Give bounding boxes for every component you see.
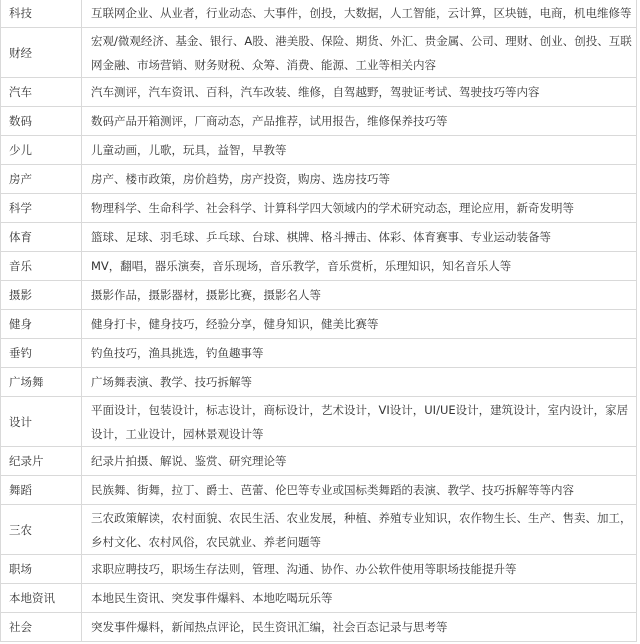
category-name: 摄影: [1, 281, 82, 310]
category-name: 设计: [1, 397, 82, 447]
category-description: 宏观/微观经济、基金、银行、A股、港美股、保险、期货、外汇、贵金属、公司、理财、创业、创投、互联网金融、市场营销、财务财税、众筹、消费、能源、工业等相关内容: [82, 28, 637, 78]
category-description: 民族舞、街舞，拉丁、爵士、芭蕾、伦巴等专业或国标类舞蹈的表演、教学、技巧拆解等等内容: [82, 476, 637, 505]
category-description: 求职应聘技巧，职场生存法则，管理、沟通、协作、办公软件使用等职场技能提升等: [82, 555, 637, 584]
table-row: [1, 252, 637, 281]
category-description: 儿童动画，儿歌，玩具，益智，早教等: [82, 136, 637, 165]
table-row: [1, 339, 637, 368]
category-table-body: [1, 0, 637, 642]
category-description: 汽车测评，汽车资讯、百科，汽车改装、维修，自驾越野，驾驶证考试、驾驶技巧等内容: [82, 78, 637, 107]
table-row: [1, 0, 637, 28]
table-row: [1, 310, 637, 339]
category-description: 篮球、足球、羽毛球、乒乓球、台球、棋牌、格斗搏击、体彩、体育赛事、专业运动装备等: [82, 223, 637, 252]
category-description: 物理科学、生命科学、社会科学、计算科学四大领域内的学术研究动态，理论应用，新奇发明等: [82, 194, 637, 223]
table-row: [1, 107, 637, 136]
category-name: 汽车: [1, 78, 82, 107]
table-row: [1, 613, 637, 642]
category-name: 音乐: [1, 252, 82, 281]
table-row: [1, 223, 637, 252]
category-name: 科技: [1, 0, 82, 28]
table-row: [1, 447, 637, 476]
category-name: 少儿: [1, 136, 82, 165]
category-description: 广场舞表演、教学、技巧拆解等: [82, 368, 637, 397]
category-description: 数码产品开箱测评，厂商动态，产品推荐，试用报告，维修保养技巧等: [82, 107, 637, 136]
table-row: [1, 28, 637, 78]
category-description: 摄影作品，摄影器材，摄影比赛，摄影名人等: [82, 281, 637, 310]
category-name: 纪录片: [1, 447, 82, 476]
category-name: 房产: [1, 165, 82, 194]
category-description: 健身打卡，健身技巧，经验分享，健身知识，健美比赛等: [82, 310, 637, 339]
table-row: [1, 165, 637, 194]
table-row: [1, 584, 637, 613]
table-row: [1, 78, 637, 107]
category-name: 体育: [1, 223, 82, 252]
category-description: 平面设计，包装设计，标志设计，商标设计，艺术设计，VI设计，UI/UE设计，建筑设计，室内设计，家居设计，工业设计，园林景观设计等: [82, 397, 637, 447]
table-row: [1, 555, 637, 584]
category-description: 钓鱼技巧，渔具挑选，钓鱼趣事等: [82, 339, 637, 368]
category-name: 垂钓: [1, 339, 82, 368]
table-row: [1, 136, 637, 165]
category-name: 舞蹈: [1, 476, 82, 505]
category-name: 健身: [1, 310, 82, 339]
table-row: [1, 476, 637, 505]
category-description: 房产、楼市政策，房价趋势，房产投资，购房、选房技巧等: [82, 165, 637, 194]
table-row: [1, 281, 637, 310]
table-row: [1, 194, 637, 223]
category-name: 本地资讯: [1, 584, 82, 613]
category-name: 科学: [1, 194, 82, 223]
category-description: 本地民生资讯、突发事件爆料、本地吃喝玩乐等: [82, 584, 637, 613]
category-description: 纪录片拍摄、解说、鉴赏、研究理论等: [82, 447, 637, 476]
table-row: [1, 368, 637, 397]
category-name: 广场舞: [1, 368, 82, 397]
category-description: MV，翻唱，器乐演奏，音乐现场，音乐教学，音乐赏析，乐理知识，知名音乐人等: [82, 252, 637, 281]
category-description: 互联网企业、从业者，行业动态、大事件，创投，大数据，人工智能，云计算，区块链，电商，机电维修等: [82, 0, 637, 28]
category-name: 社会: [1, 613, 82, 642]
category-name: 数码: [1, 107, 82, 136]
category-description: 三农政策解读，农村面貌、农民生活、农业发展，种植、养殖专业知识，农作物生长、生产、售卖、加工，乡村文化、农村风俗，农民就业、养老问题等: [82, 505, 637, 555]
table-row: [1, 505, 637, 555]
category-name: 财经: [1, 28, 82, 78]
table-row: [1, 397, 637, 447]
category-name: 职场: [1, 555, 82, 584]
category-name: 三农: [1, 505, 82, 555]
category-description: 突发事件爆料，新闻热点评论，民生资讯汇编，社会百态记录与思考等: [82, 613, 637, 642]
